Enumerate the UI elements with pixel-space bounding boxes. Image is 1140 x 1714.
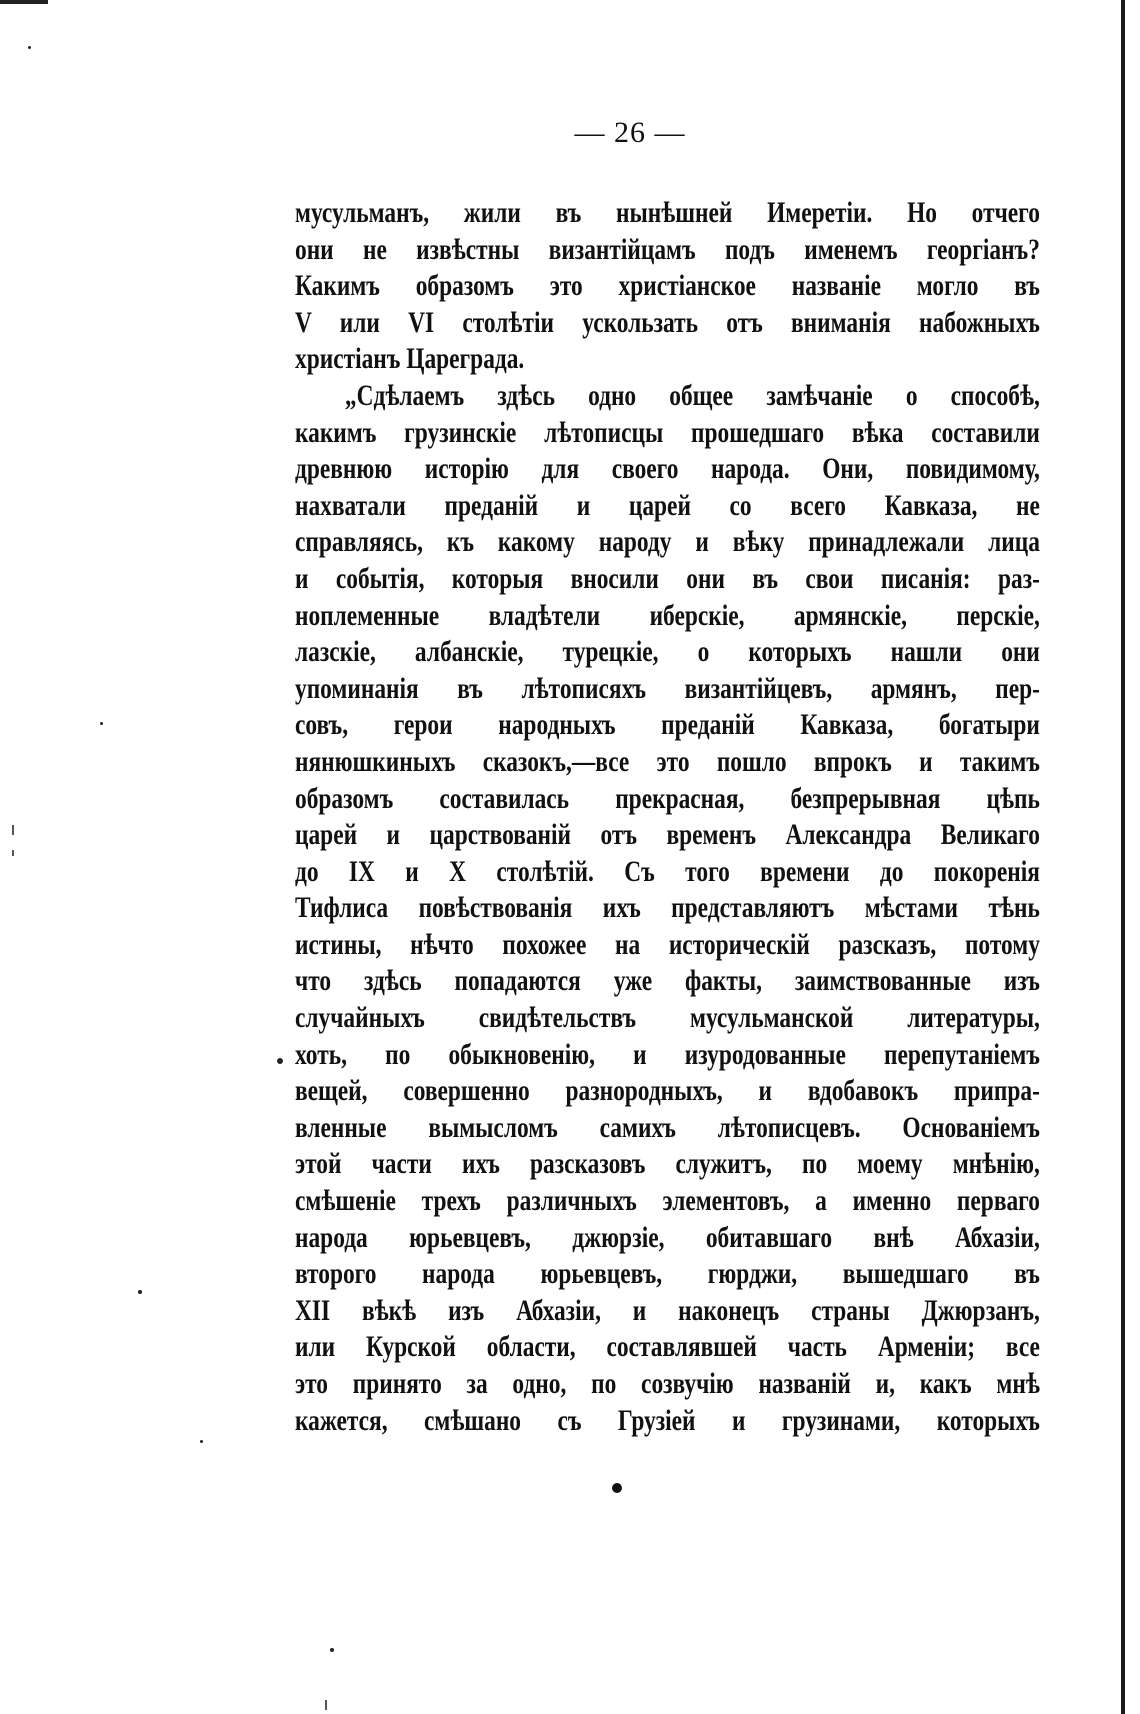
scan-speck <box>138 1290 142 1294</box>
scan-speck <box>325 1700 327 1710</box>
scan-speck <box>200 1440 203 1443</box>
text-line: древнюю исторію для своего народа. Они, повидимому, <box>295 452 1040 486</box>
text-line: образомъ составилась прекрасная, безпрерывная цѣпь <box>295 781 1040 815</box>
text-line: кажется, смѣшано съ Грузіей и грузинами, которыхъ <box>295 1403 1040 1437</box>
page-right-border <box>1121 0 1125 1714</box>
scan-speck <box>100 722 103 725</box>
text-line: второго народа юрьевцевъ, гюрджи, вышедшаго въ <box>295 1257 1040 1291</box>
text-line: нянюшкиныхъ сказокъ,—все это пошло впрокъ и такимъ <box>295 744 1040 778</box>
text-line: совъ, герои народныхъ преданій Кавказа, богатыри <box>295 708 1040 742</box>
text-line: хоть, по обыкновенію, и изуродованные перепутаніемъ <box>295 1037 1040 1071</box>
scan-speck <box>12 850 14 856</box>
text-line: XII вѣкѣ изъ Абхазіи, и наконецъ страны Джюрзанъ, <box>295 1293 1040 1327</box>
text-line: Какимъ образомъ это христіанское названіе могло въ <box>295 269 1040 303</box>
text-line: этой части ихъ разсказовъ служитъ, по моему мнѣнію, <box>295 1147 1040 1181</box>
text-line: царей и царствованій отъ временъ Александра Великаго <box>295 818 1040 852</box>
text-line: они не извѣстны византійцамъ подъ именемъ георгіанъ? <box>295 232 1040 266</box>
scan-speck <box>330 1648 334 1652</box>
text-line: лазскіе, албанскіе, турецкіе, о которыхъ нашли они <box>295 635 1040 669</box>
text-line: вещей, совершенно разнородныхъ, и вдобавокъ припра- <box>295 1074 1040 1108</box>
scan-edge-mark <box>0 0 48 4</box>
text-line: народа юрьевцевъ, джюрзіе, обитавшаго внѣ Абхазіи, <box>295 1220 1040 1254</box>
text-line: нахватали преданій и царей со всего Кавказа, не <box>295 488 1040 522</box>
text-line: смѣшеніе трехъ различныхъ элементовъ, а именно перваго <box>295 1184 1040 1218</box>
text-line: упоминанія въ лѣтописяхъ византійцевъ, армянъ, пер- <box>295 671 1040 705</box>
text-line: и событія, которыя вносили они въ свои писанія: раз- <box>295 561 1040 595</box>
scan-speck <box>28 46 31 49</box>
text-line: какимъ грузинскіе лѣтописцы прошедшаго вѣка составили <box>295 415 1040 449</box>
text-line: Тифлиса повѣствованія ихъ представляютъ мѣстами тѣнь <box>295 891 1040 925</box>
body-text <box>295 195 1040 1439</box>
page-number: — 26 — <box>574 116 686 149</box>
text-line: „Сдѣлаемъ здѣсь одно общее замѣчаніе о способѣ, <box>344 378 1040 412</box>
text-line: случайныхъ свидѣтельствъ мусульманской литературы, <box>295 1001 1040 1035</box>
text-line: вленные вымысломъ самихъ лѣтописцевъ. Основаніемъ <box>295 1110 1040 1144</box>
text-line: или Курской области, составлявшей часть Арменіи; все <box>295 1330 1040 1364</box>
text-line: это принято за одно, по созвучію названій и, какъ мнѣ <box>295 1367 1040 1400</box>
scan-speck <box>277 1058 283 1064</box>
text-line: до IX и X столѣтій. Съ того времени до покоренія <box>295 854 1040 888</box>
text-line: справляясь, къ какому народу и вѣку принадлежали лица <box>295 525 1040 559</box>
page-bullet-mark <box>612 1483 622 1493</box>
text-line: ноплеменные владѣтели иберскіе, армянскіе, перскіе, <box>295 598 1040 632</box>
text-line: мусульманъ, жили въ нынѣшней Имеретіи. Но отчего <box>295 196 1040 229</box>
text-line: христіанъ Цареграда. <box>295 342 525 376</box>
text-line: что здѣсь попадаются уже факты, заимствованные изъ <box>295 964 1040 998</box>
text-line: истины, нѣчто похожее на историческій разсказъ, потому <box>295 927 1040 961</box>
text-line: V или VI столѣтіи ускользать отъ вниманія набожныхъ <box>295 305 1040 339</box>
scan-speck <box>12 825 14 835</box>
